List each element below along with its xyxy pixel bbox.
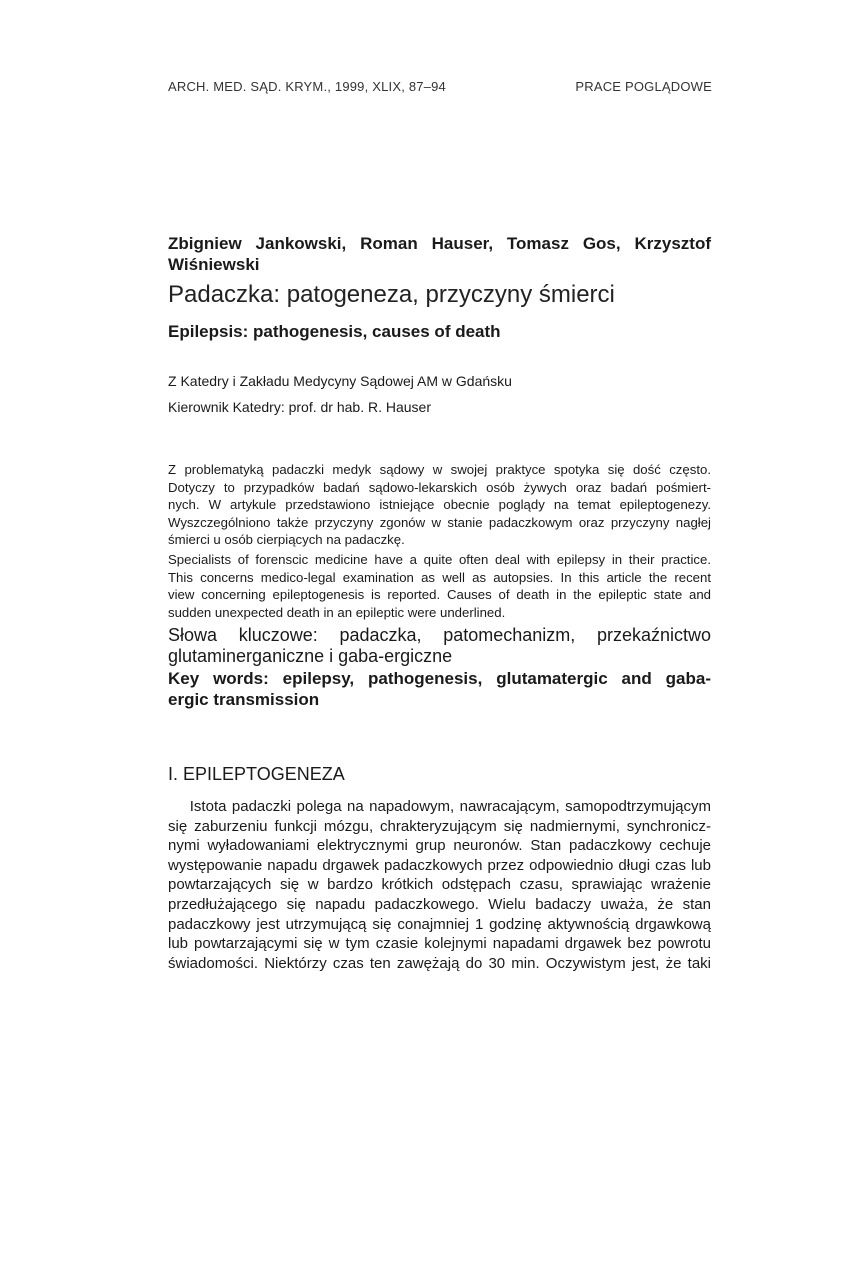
author-line: Wiśniewski bbox=[168, 255, 260, 274]
author-line: Zbigniew Jankowski, Roman Hauser, Tomasz Gos, Krzysztof bbox=[168, 234, 711, 253]
keywords-line: ergic transmission bbox=[168, 690, 320, 709]
authors bbox=[168, 233, 711, 275]
keywords-line: Słowa kluczowe: padaczka, patomechanizm, przekaźnictwo bbox=[168, 625, 711, 645]
body-line: występowanie napadu drgawek padaczkowych przez odpowiednio długi czas lub bbox=[168, 856, 711, 874]
body-line: przedłużającego się napadu padaczkowego. Wielu badaczy uważa, że stan bbox=[168, 895, 711, 913]
body-line: nymi wyładowaniami elektrycznymi grup neuronów. Stan padaczkowy cechuje bbox=[168, 837, 711, 855]
article-title: Padaczka: patogeneza, przyczyny śmierci bbox=[168, 281, 615, 308]
journal-citation: ARCH. MED. SĄD. KRYM., 1999, XLIX, 87–94 bbox=[168, 79, 446, 94]
body-line: powtarzających się w bardzo krótkich odstępach czasu, sprawiając wrażenie bbox=[168, 876, 711, 894]
affiliation: Z Katedry i Zakładu Medycyny Sądowej AM w Gdańsku bbox=[168, 373, 512, 389]
abstract-line: śmierci u osób cierpiących na padaczkę. bbox=[168, 532, 405, 548]
body-line: się zaburzeniu funkcji mózgu, chrakteryzującym się nadmiernymi, synchronicz- bbox=[168, 817, 711, 835]
abstract-line: sudden unexpected death in an epileptic were underlined. bbox=[168, 604, 506, 620]
body-text bbox=[168, 797, 711, 973]
body-line: padaczkowy jest utrzymującą się conajmniej 1 godzinę aktywnością drgawkową bbox=[168, 915, 711, 933]
body-line: lub powtarzającymi się w tym czasie kolejnymi napadami drgawek bez powrotu bbox=[168, 935, 711, 953]
abstract-line: Wyszczególniono także przyczyny zgonów w stanie padaczkowym oraz przyczyny nagłej bbox=[168, 514, 711, 530]
body-line: Istota padaczki polega na napadowym, nawracającym, samopodtrzymującym bbox=[168, 798, 711, 815]
keywords-polish bbox=[168, 625, 711, 667]
keywords-line: glutaminerganiczne i gaba-ergiczne bbox=[168, 646, 453, 666]
abstract-line: Z problematyką padaczki medyk sądowy w swojej praktyce spotyka się dość często. bbox=[168, 462, 711, 477]
abstract-polish bbox=[168, 461, 711, 549]
keywords-line: Key words: epilepsy, pathogenesis, glutamatergic and gaba- bbox=[168, 669, 711, 688]
head-of-department: Kierownik Katedry: prof. dr hab. R. Hauser bbox=[168, 399, 432, 415]
abstract-line: view concerning epileptogenesis is reported. Causes of death in the epileptic state and bbox=[168, 587, 711, 603]
affiliation-block bbox=[168, 368, 711, 420]
article-type: PRACE POGLĄDOWE bbox=[575, 79, 712, 94]
body-line: świadomości. Niektórzy czas ten zawężają do 30 min. Oczywistym jest, że taki bbox=[168, 954, 711, 972]
article-subtitle: Epilepsis: pathogenesis, causes of death bbox=[168, 322, 501, 341]
abstract-line: nych. W artykule przedstawiono istniejące obecnie poglądy na temat epileptogenezy. bbox=[168, 497, 711, 513]
abstract-line: This concerns medico-legal examination as well as autopsies. In this article the recent bbox=[168, 569, 711, 585]
keywords-english bbox=[168, 668, 711, 710]
abstract-line: Dotyczy to przypadków badań sądowo-lekarskich osób żywych oraz badań pośmiert- bbox=[168, 479, 711, 495]
section-heading: I. EPILEPTOGENEZA bbox=[168, 764, 345, 784]
abstract-english bbox=[168, 551, 711, 621]
abstract-line: Specialists of forenscic medicine have a quite often deal with epilepsy in their practice. bbox=[168, 552, 711, 567]
